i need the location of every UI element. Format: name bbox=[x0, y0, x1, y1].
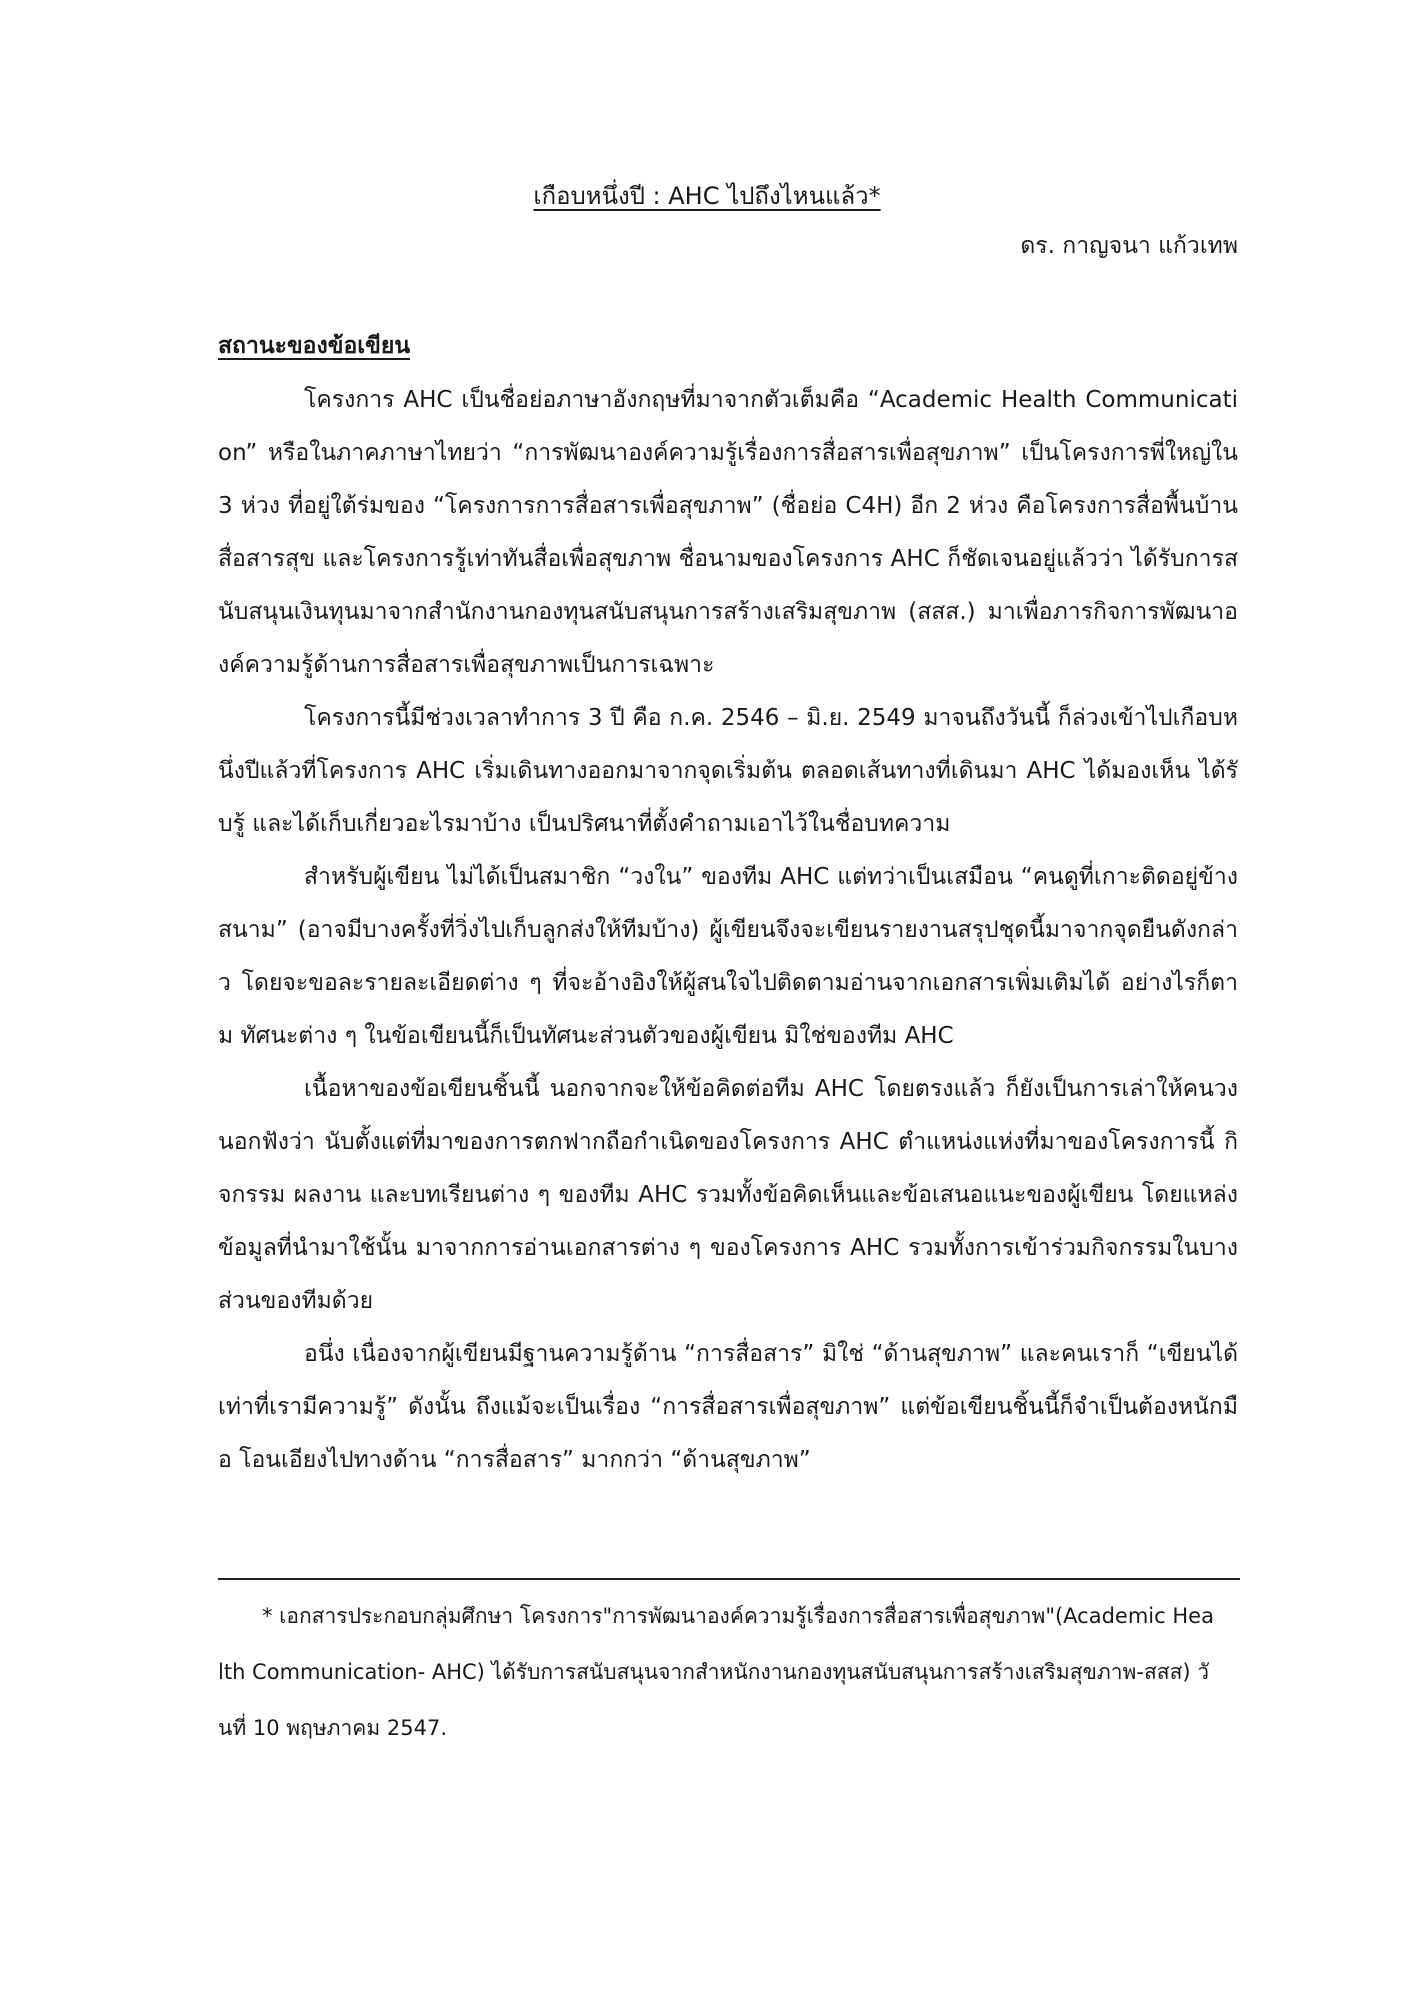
footnote-text: * เอกสารประกอบกลุ่มศึกษา โครงการ"การพัฒนาองค์ความรู้เรื่องการสื่อสารเพื่อสุขภาพ"(Academic Health Communication- AHC) ได้รับการสนับสนุนจากสำหนักงานกองทุนสนับสนุนการสร้างเสริมสุขภาพ-สสส) วันที่ 10 พฤษภาคม 2547. bbox=[218, 1604, 1214, 1740]
paragraph: โครงการ AHC เป็นชื่อย่อภาษาอังกฤษที่มาจากตัวเต็มคือ “Academic Health Communication” หรือในภาคภาษาไทยว่า “การพัฒนาองค์ความรู้เรื่องการสื่อสารเพื่อสุขภาพ” เป็นโครงการพี่ใหญ่ใน 3 ห่วง ที่อยู่ใต้ร่มของ “โครงการการสื่อสารเพื่อสุขภาพ” (ชื่อย่อ C4H) อีก 2 ห่วง คือโครงการสื่อพื้นบ้านสื่อสารสุข และโครงการรู้เท่าทันสื่อเพื่อสุขภาพ ชื่อนามของโครงการ AHC ก็ชัดเจนอยู่แล้วว่า ได้รับการสนับสนุนเงินทุนมาจากสำนักงานกองทุนสนับสนุนการสร้างเสริมสุขภาพ (สสส.) มาเพื่อภารกิจการพัฒนาองค์ความรู้ด้านการสื่อสารเพื่อสุขภาพเป็นการเฉพาะ bbox=[218, 387, 1238, 678]
section-heading: สถานะของข้อเขียน bbox=[218, 333, 411, 359]
paragraph: เนื้อหาของข้อเขียนชิ้นนี้ นอกจากจะให้ข้อคิดต่อทีม AHC โดยตรงแล้ว ก็ยังเป็นการเล่าให้คนวงนอกฟังว่า นับตั้งแต่ที่มาของการตกฟากถือกำเนิดของโครงการ AHC ตำแหน่งแห่งที่มาของโครงการนี้ กิจกรรม ผลงาน และบทเรียนต่าง ๆ ของทีม AHC รวมทั้งข้อคิดเห็นและข้อเสนอแนะของผู้เขียน โดยแหล่งข้อมูลที่นำมาใช้นั้น มาจากการอ่านเอกสารต่าง ๆ ของโครงการ AHC รวมทั้งการเข้าร่วมกิจกรรมในบางส่วนของทีมด้วย bbox=[218, 1076, 1238, 1314]
footnote-divider bbox=[218, 1578, 1240, 1580]
body-text bbox=[218, 374, 1238, 1487]
document-author: ดร. กาญจนา แก้วเทพ bbox=[1020, 233, 1238, 259]
document-title: เกือบหนึ่งปี : AHC ไปถึงไหนแล้ว* bbox=[533, 182, 881, 210]
paragraph: สำหรับผู้เขียน ไม่ได้เป็นสมาชิก “วงใน” ของทีม AHC แต่ทว่าเป็นเสมือน “คนดูที่เกาะติดอยู่ข้างสนาม” (อาจมีบางครั้งที่วิ่งไปเก็บลูกส่งให้ทีมบ้าง) ผู้เขียนจึงจะเขียนรายงานสรุปชุดนี้มาจากจุดยืนดังกล่าว โดยจะขอละรายละเอียดต่าง ๆ ที่จะอ้างอิงให้ผู้สนใจไปติดตามอ่านจากเอกสารเพิ่มเติมได้ อย่างไรก็ตาม ทัศนะต่าง ๆ ในข้อเขียนนี้ก็เป็นทัศนะส่วนตัวของผู้เขียน มิใช่ของทีม AHC bbox=[218, 864, 1238, 1049]
footnote bbox=[218, 1588, 1218, 1756]
paragraph: อนึ่ง เนื่องจากผู้เขียนมีฐานความรู้ด้าน “การสื่อสาร” มิใช่ “ด้านสุขภาพ” และคนเราก็ “เขียนได้เท่าที่เรามีความรู้” ดังนั้น ถึงแม้จะเป็นเรื่อง “การสื่อสารเพื่อสุขภาพ” แต่ข้อเขียนชิ้นนี้ก็จำเป็นต้องหนักมือ โอนเอียงไปทางด้าน “การสื่อสาร” มากกว่า “ด้านสุขภาพ” bbox=[218, 1341, 1238, 1473]
paragraph: โครงการนี้มีช่วงเวลาทำการ 3 ปี คือ ก.ค. 2546 – มิ.ย. 2549 มาจนถึงวันนี้ ก็ล่วงเข้าไปเกือบหนึ่งปีแล้วที่โครงการ AHC เริ่มเดินทางออกมาจากจุดเริ่มต้น ตลอดเส้นทางที่เดินมา AHC ได้มองเห็น ได้รับรู้ และได้เก็บเกี่ยวอะไรมาบ้าง เป็นปริศนาที่ตั้งคำถามเอาไว้ในชื่อบทความ bbox=[218, 705, 1238, 837]
